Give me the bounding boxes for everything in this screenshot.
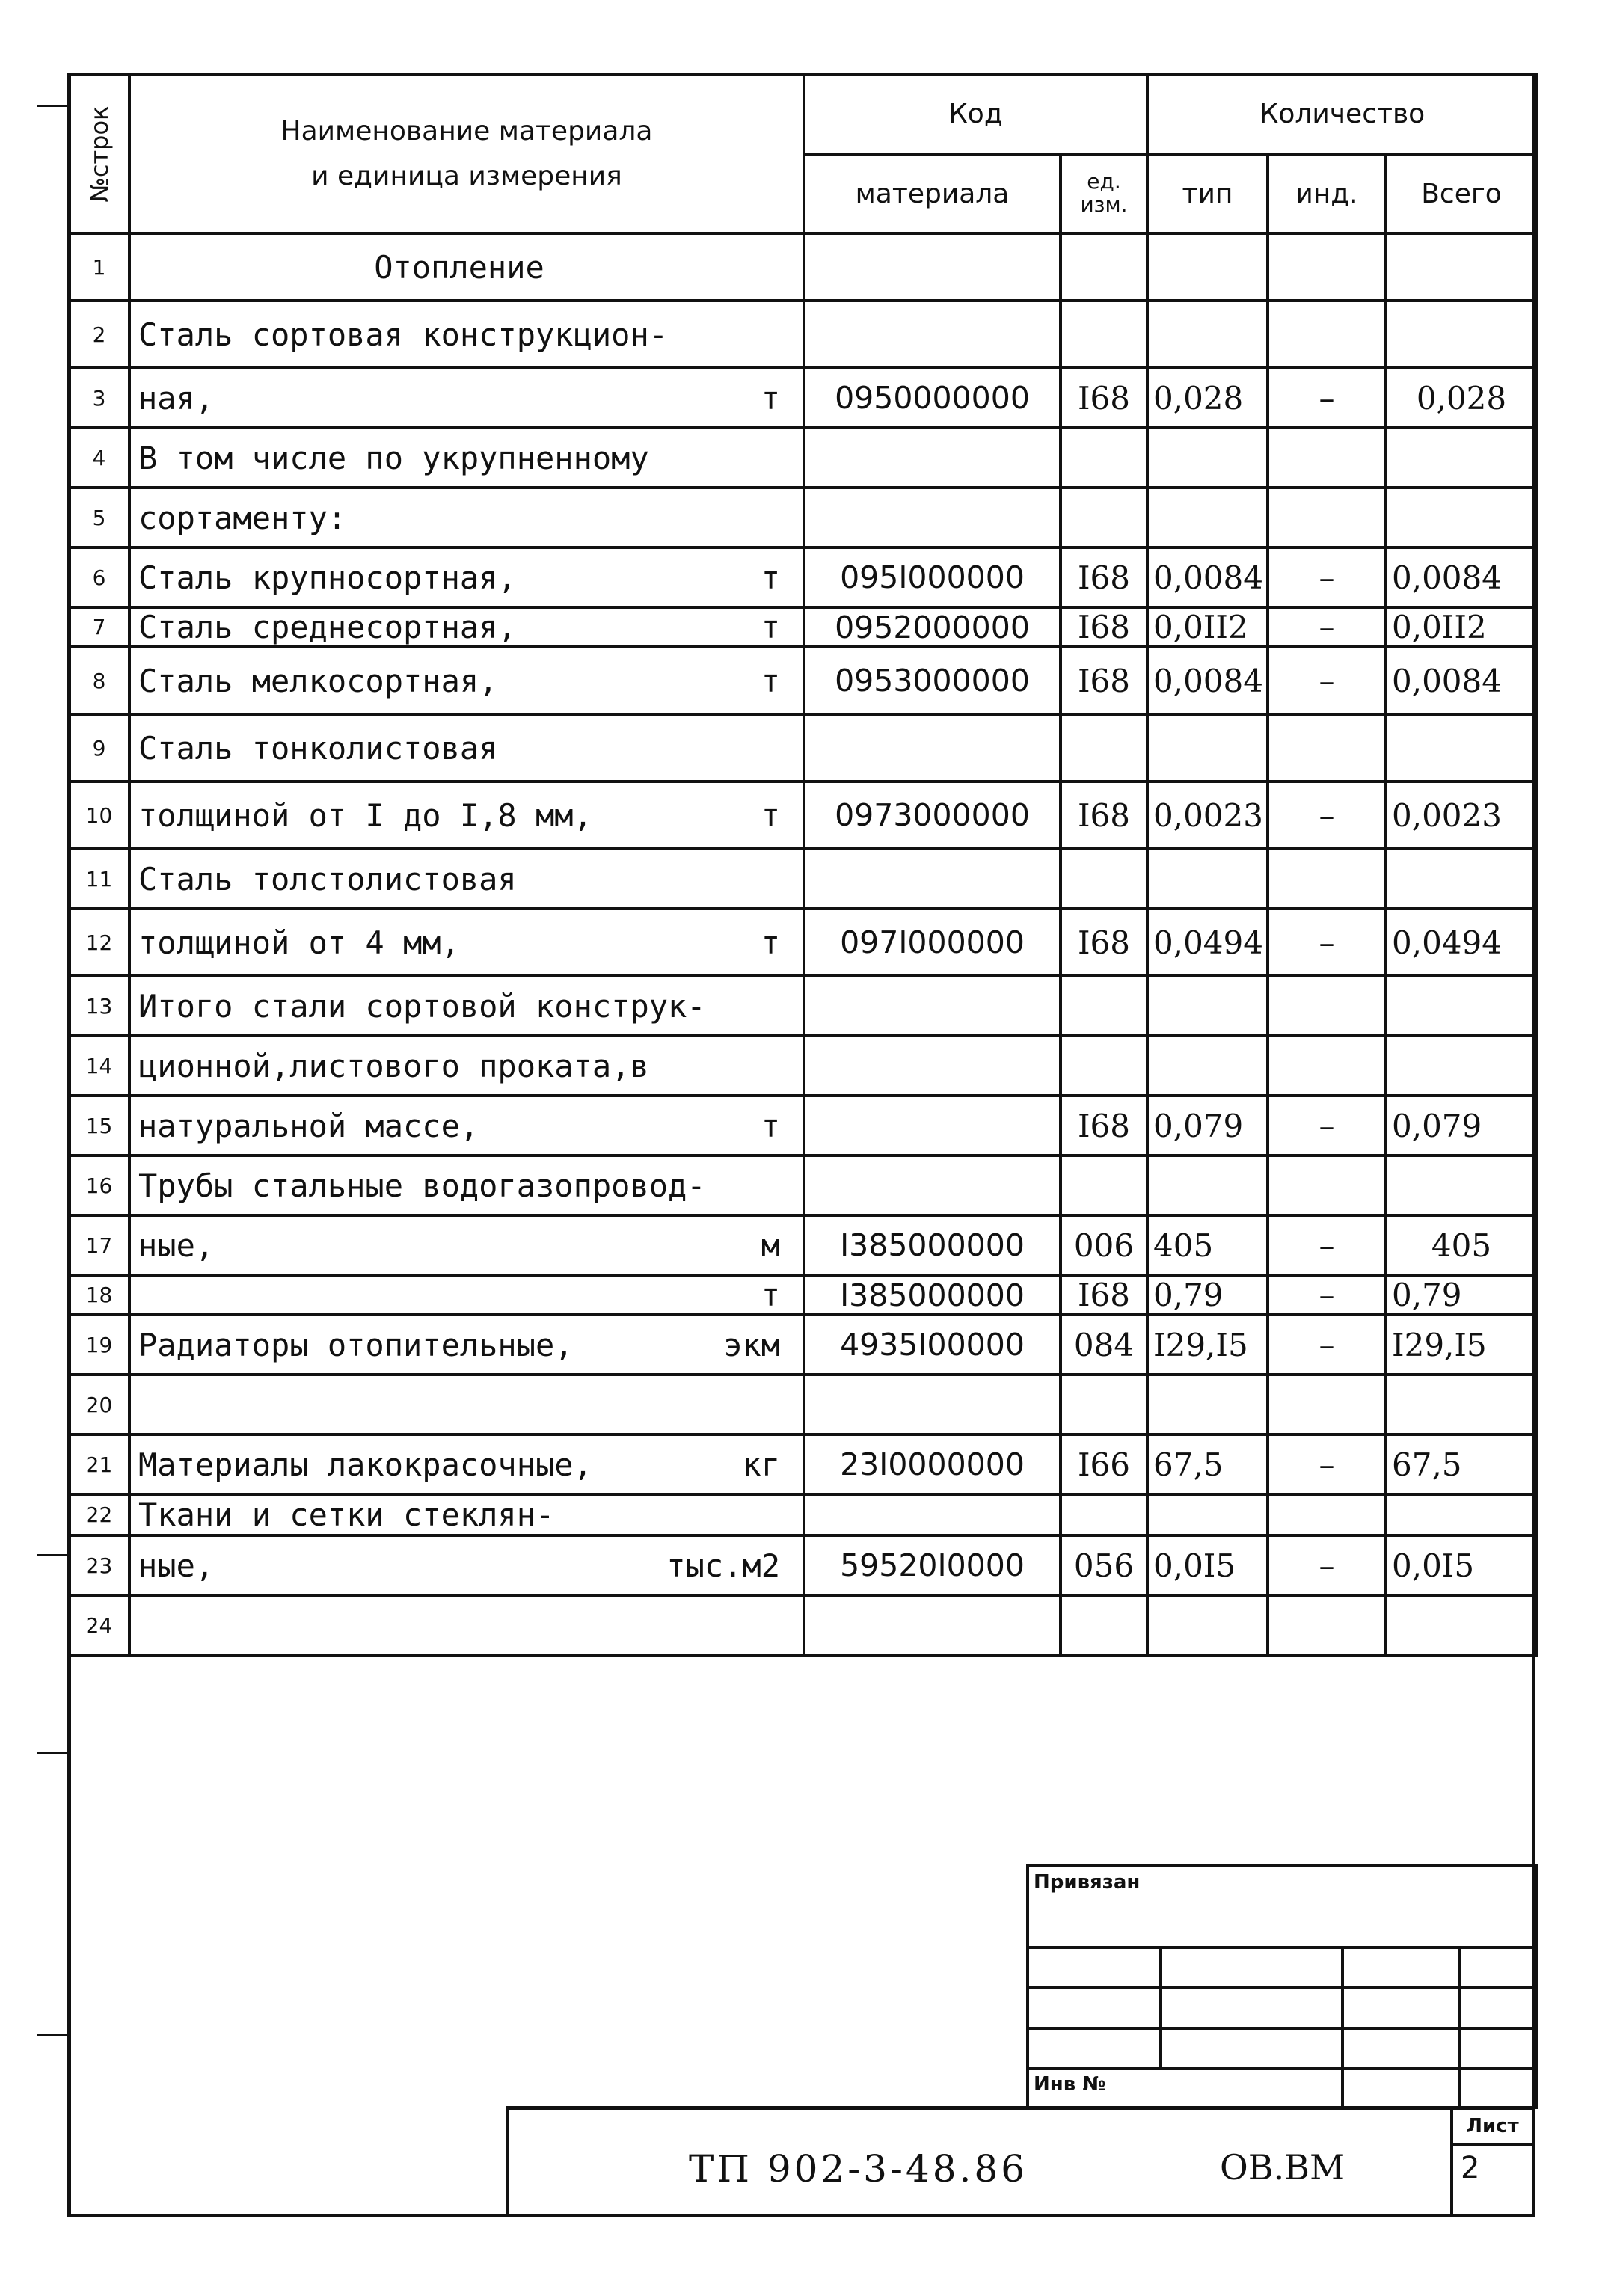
qty-type: 0,028 [1147,368,1268,428]
margin-tick [37,1752,67,1754]
table-row [69,607,1537,647]
unit-code: I68 [1061,1096,1147,1155]
material-name-cell [129,301,804,368]
stamp-attached: Привязан [1028,1865,1537,1947]
qty-ind [1268,1595,1386,1655]
material-code [804,1096,1061,1155]
table-row [69,1155,1537,1215]
material-code [804,1036,1061,1096]
qty-type [1147,428,1268,488]
row-number: 1 [69,233,129,301]
document-code: ТП 902-3-48.86 [689,2147,1028,2191]
material-name: ные, [138,1227,215,1264]
qty-total [1386,849,1537,909]
table-row [69,782,1537,849]
material-name: ные, [138,1547,215,1584]
measure-unit: м [761,1227,780,1264]
unit-code: I68 [1061,782,1147,849]
qty-type: 0,079 [1147,1096,1268,1155]
margin-tick [37,2034,67,2036]
table-row [69,1434,1537,1494]
material-code: 59520I0000 [804,1535,1061,1595]
unit-code: 056 [1061,1535,1147,1595]
row-number: 15 [69,1096,129,1155]
material-name-cell [129,1595,804,1655]
header-material-name [129,74,804,233]
unit-code: I68 [1061,607,1147,647]
header-code-group: Код [804,74,1147,154]
material-code: 0950000000 [804,368,1061,428]
material-name-cell [129,782,804,849]
row-number: 24 [69,1595,129,1655]
unit-code [1061,976,1147,1036]
material-name: Сталь толстолистовая [138,860,517,897]
material-code: 23I0000000 [804,1434,1061,1494]
qty-total [1386,428,1537,488]
unit-code [1061,301,1147,368]
row-number: 13 [69,976,129,1036]
material-name-cell [129,1155,804,1215]
qty-total: I29,I5 [1386,1315,1537,1375]
unit-code: 084 [1061,1315,1147,1375]
material-name-cell [129,1375,804,1434]
table-row [69,1275,1537,1315]
qty-total: 0,79 [1386,1275,1537,1315]
qty-ind [1268,976,1386,1036]
material-name: ционной,листового проката,в [138,1047,649,1084]
table-row [69,301,1537,368]
row-number: 9 [69,714,129,782]
qty-ind: – [1268,1215,1386,1275]
table-row [69,428,1537,488]
qty-ind [1268,1036,1386,1096]
material-name-cell [129,1275,804,1315]
material-name-cell [129,1096,804,1155]
unit-code [1061,849,1147,909]
material-name: толщиной от 4 мм, [138,924,460,961]
qty-type [1147,1036,1268,1096]
qty-total: 0,0494 [1386,909,1537,976]
material-code [804,976,1061,1036]
measure-unit: т [761,1277,780,1313]
measure-unit: экм [723,1326,780,1363]
qty-total [1386,1595,1537,1655]
qty-ind [1268,301,1386,368]
material-code [804,849,1061,909]
measure-unit: т [761,379,780,417]
qty-type: 0,0I5 [1147,1535,1268,1595]
row-number: 20 [69,1375,129,1434]
qty-type [1147,233,1268,301]
material-name-cell [129,1494,804,1535]
material-name-cell [129,976,804,1036]
unit-code: I68 [1061,547,1147,607]
header-name-line1: Наименование материала [280,116,653,147]
unit-code [1061,488,1147,547]
qty-ind [1268,714,1386,782]
row-number: 19 [69,1315,129,1375]
material-name: Сталь мелкосортная, [138,662,498,699]
table-row [69,714,1537,782]
unit-code [1061,233,1147,301]
header-code-unit: ед. изм. [1061,154,1147,233]
qty-ind: – [1268,368,1386,428]
table-row [69,1315,1537,1375]
table-row [69,368,1537,428]
qty-type: I29,I5 [1147,1315,1268,1375]
row-number: 5 [69,488,129,547]
table-row [69,1535,1537,1595]
table-row [69,1375,1537,1434]
header-row-number: №строк [69,74,129,233]
material-name-cell [129,714,804,782]
material-name: Сталь тонколистовая [138,729,498,767]
table-row [69,849,1537,909]
measure-unit: тыс.м2 [666,1547,780,1584]
row-number: 12 [69,909,129,976]
unit-code [1061,1494,1147,1535]
material-name-cell [129,1434,804,1494]
qty-ind [1268,488,1386,547]
material-name: Отопление [374,248,544,286]
qty-total [1386,714,1537,782]
qty-type [1147,1494,1268,1535]
table-row [69,647,1537,714]
qty-total: 0,0023 [1386,782,1537,849]
material-code: 095I000000 [804,547,1061,607]
unit-code: I68 [1061,368,1147,428]
qty-total [1386,1375,1537,1434]
qty-ind: – [1268,647,1386,714]
material-code [804,428,1061,488]
material-code [804,1595,1061,1655]
qty-type [1147,1155,1268,1215]
qty-type [1147,301,1268,368]
row-number: 8 [69,647,129,714]
qty-total: 0,0084 [1386,647,1537,714]
qty-ind: – [1268,909,1386,976]
material-name: Сталь крупносортная, [138,559,517,596]
sheet-number: 2 [1461,2151,1480,2185]
qty-total [1386,976,1537,1036]
qty-type [1147,849,1268,909]
unit-code [1061,1036,1147,1096]
material-name: В том числе по укрупненному [138,439,649,476]
material-name: Итого стали сортовой конструк- [138,987,706,1025]
table-row [69,1494,1537,1535]
binding-stamp [1026,1864,1538,2109]
material-code [804,1155,1061,1215]
row-number: 3 [69,368,129,428]
qty-type: 0,0023 [1147,782,1268,849]
qty-type: 405 [1147,1215,1268,1275]
qty-ind [1268,428,1386,488]
row-number: 14 [69,1036,129,1096]
qty-total: 0,028 [1386,368,1537,428]
qty-ind: – [1268,607,1386,647]
material-code [804,301,1061,368]
qty-ind [1268,1155,1386,1215]
qty-total [1386,301,1537,368]
measure-unit: т [761,924,780,961]
qty-ind: – [1268,547,1386,607]
qty-total: 0,0084 [1386,547,1537,607]
measure-unit: кг [742,1446,780,1483]
qty-type: 0,0084 [1147,647,1268,714]
margin-tick [37,1554,67,1556]
qty-ind [1268,1494,1386,1535]
qty-type: 0,0084 [1147,547,1268,607]
qty-ind: – [1268,782,1386,849]
row-number: 22 [69,1494,129,1535]
unit-code: I66 [1061,1434,1147,1494]
row-number: 18 [69,1275,129,1315]
material-code: 0952000000 [804,607,1061,647]
material-code [804,233,1061,301]
qty-type: 0,0494 [1147,909,1268,976]
qty-total: 0,0II2 [1386,607,1537,647]
material-name-cell [129,547,804,607]
row-number: 4 [69,428,129,488]
sheet-label: Лист [1453,2110,1532,2146]
material-code: I385000000 [804,1215,1061,1275]
table-row [69,1036,1537,1096]
measure-unit: т [761,796,780,834]
material-name: толщиной от I до I,8 мм, [138,796,592,834]
row-number: 23 [69,1535,129,1595]
header-qty-type: тип [1147,154,1268,233]
qty-total: 0,079 [1386,1096,1537,1155]
material-name: Радиаторы отопительные, [138,1326,574,1363]
qty-type: 67,5 [1147,1434,1268,1494]
row-number: 6 [69,547,129,607]
unit-code [1061,714,1147,782]
row-number: 2 [69,301,129,368]
material-name: Трубы стальные водогазопровод- [138,1167,706,1204]
material-code: 0973000000 [804,782,1061,849]
material-code: I385000000 [804,1275,1061,1315]
measure-unit: т [761,609,780,645]
header-name-line2: и единица измерения [311,160,622,191]
qty-type: 0,0II2 [1147,607,1268,647]
unit-code [1061,1375,1147,1434]
material-code: 097I000000 [804,909,1061,976]
material-code [804,1494,1061,1535]
material-name: Ткани и сетки стеклян- [138,1497,555,1533]
title-block [506,2106,1535,2217]
qty-total [1386,1494,1537,1535]
material-name-cell [129,233,804,301]
material-code: 0953000000 [804,647,1061,714]
material-name-cell [129,1036,804,1096]
row-number: 10 [69,782,129,849]
unit-code [1061,1595,1147,1655]
stamp-inventory-number: Инв № [1028,2069,1342,2108]
qty-type [1147,488,1268,547]
row-number: 11 [69,849,129,909]
table-row [69,1595,1537,1655]
material-name-cell [129,849,804,909]
table-row [69,547,1537,607]
material-name-cell [129,647,804,714]
table-row [69,1096,1537,1155]
material-code [804,1375,1061,1434]
material-name: сортаменту: [138,499,347,536]
qty-total: 67,5 [1386,1434,1537,1494]
row-number: 17 [69,1215,129,1275]
material-name: Сталь сортовая конструкцион- [138,316,669,353]
material-code: 4935I00000 [804,1315,1061,1375]
table-row [69,909,1537,976]
material-name-cell [129,909,804,976]
qty-total [1386,1155,1537,1215]
material-name: натуральной массе, [138,1107,479,1144]
header-quantity-group: Количество [1147,74,1537,154]
qty-total [1386,488,1537,547]
material-name-cell [129,428,804,488]
material-name: ная, [138,379,215,417]
qty-ind: – [1268,1096,1386,1155]
measure-unit: т [761,662,780,699]
margin-tick [37,105,67,107]
material-name-cell [129,368,804,428]
qty-type [1147,976,1268,1036]
unit-code [1061,1155,1147,1215]
qty-ind: – [1268,1315,1386,1375]
materials-table [67,73,1538,1657]
unit-code: 006 [1061,1215,1147,1275]
table-row [69,1215,1537,1275]
unit-code: I68 [1061,909,1147,976]
material-name-cell [129,1215,804,1275]
qty-type [1147,1375,1268,1434]
header-qty-total: Всего [1386,154,1537,233]
header-code-material: материала [804,154,1061,233]
qty-ind: – [1268,1275,1386,1315]
row-number: 16 [69,1155,129,1215]
row-number: 7 [69,607,129,647]
unit-code [1061,428,1147,488]
qty-total: 405 [1386,1215,1537,1275]
qty-total: 0,0I5 [1386,1535,1537,1595]
material-name-cell [129,1535,804,1595]
qty-total [1386,233,1537,301]
qty-type [1147,714,1268,782]
measure-unit: т [761,1107,780,1144]
unit-code: I68 [1061,1275,1147,1315]
material-name-cell [129,488,804,547]
qty-ind: – [1268,1434,1386,1494]
material-name-cell [129,1315,804,1375]
measure-unit: т [761,559,780,596]
unit-code: I68 [1061,647,1147,714]
qty-total [1386,1036,1537,1096]
sheet-box [1450,2110,1532,2214]
table-row [69,233,1537,301]
qty-ind: – [1268,1535,1386,1595]
table-row [69,976,1537,1036]
material-name: Материалы лакокрасочные, [138,1446,592,1483]
material-name: Сталь среднесортная, [138,609,517,645]
header-qty-ind: инд. [1268,154,1386,233]
qty-ind [1268,849,1386,909]
row-number: 21 [69,1434,129,1494]
material-code [804,488,1061,547]
qty-ind [1268,233,1386,301]
table-row [69,488,1537,547]
material-code [804,714,1061,782]
qty-ind [1268,1375,1386,1434]
qty-type: 0,79 [1147,1275,1268,1315]
material-name-cell [129,607,804,647]
document-mark: ОВ.ВМ [1220,2147,1345,2188]
qty-type [1147,1595,1268,1655]
